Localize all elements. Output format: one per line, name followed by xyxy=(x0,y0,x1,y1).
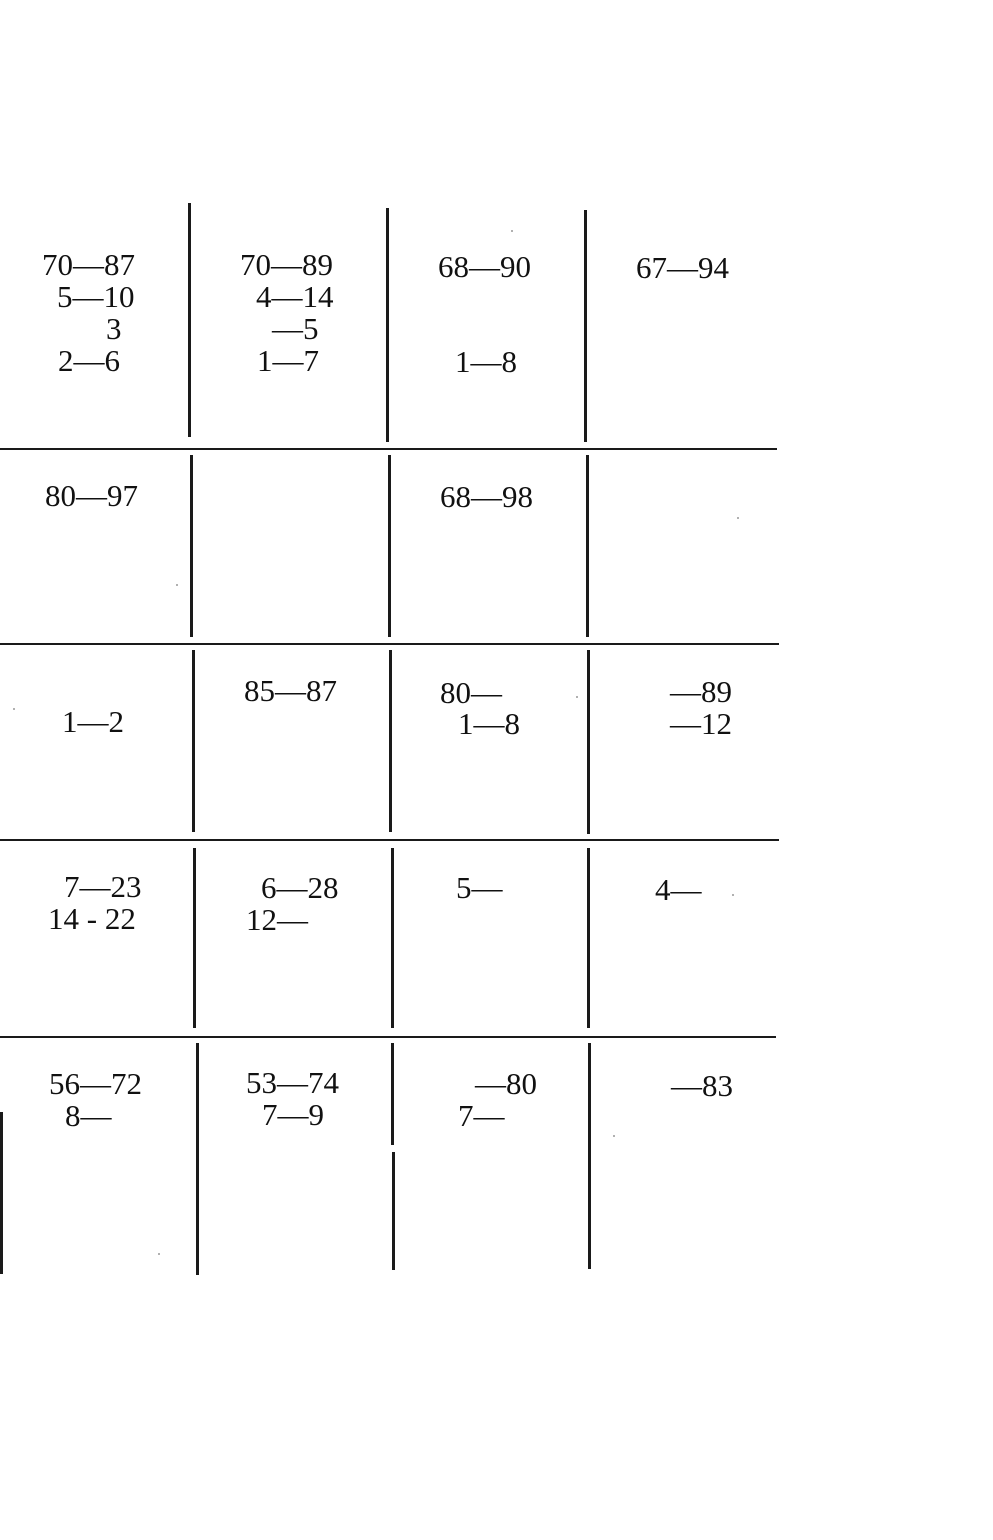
cell-value: 56—72 xyxy=(49,1066,142,1101)
cell-value: —5 xyxy=(272,311,319,346)
column-divider xyxy=(391,1043,394,1145)
column-divider xyxy=(584,210,587,442)
cell-value: —80 xyxy=(475,1066,537,1101)
cell-value: 80—97 xyxy=(45,478,138,513)
cell-value: 1—7 xyxy=(257,343,319,378)
scan-speck xyxy=(732,894,734,896)
cell-value: 14 - 22 xyxy=(48,901,136,936)
column-divider xyxy=(587,650,590,834)
left-edge-line xyxy=(0,1112,3,1274)
scan-speck xyxy=(737,517,739,519)
cell-value: 1—8 xyxy=(455,344,517,379)
cell-value: 67—94 xyxy=(636,250,729,285)
column-divider xyxy=(588,1043,591,1269)
cell-value: 4—14 xyxy=(256,279,334,314)
cell-value: 85—87 xyxy=(244,673,337,708)
cell-value: 8— xyxy=(65,1098,112,1133)
scan-speck xyxy=(613,1135,615,1137)
cell-value: 6—28 xyxy=(261,870,339,905)
cell-value: 12— xyxy=(246,902,308,937)
scan-speck xyxy=(576,696,578,698)
column-divider xyxy=(389,650,392,832)
scan-speck xyxy=(13,708,15,710)
cell-value: 5—10 xyxy=(57,279,135,314)
cell-value: 2—6 xyxy=(58,343,120,378)
column-divider xyxy=(391,848,394,1028)
cell-value: 68—98 xyxy=(440,479,533,514)
column-divider xyxy=(392,1152,395,1270)
scan-speck xyxy=(511,230,513,232)
cell-value: 68—90 xyxy=(438,249,531,284)
scan-speck xyxy=(158,1253,160,1255)
column-divider xyxy=(193,848,196,1028)
column-divider xyxy=(188,203,191,437)
scan-speck xyxy=(176,584,178,586)
cell-value: 7— xyxy=(458,1098,505,1133)
row-divider xyxy=(0,448,777,450)
cell-value: 1—2 xyxy=(62,704,124,739)
row-divider xyxy=(0,643,779,645)
cell-value: 4— xyxy=(655,872,702,907)
cell-value: —83 xyxy=(671,1068,733,1103)
cell-value: 70—89 xyxy=(240,247,333,282)
row-divider xyxy=(0,1036,776,1038)
column-divider xyxy=(587,848,590,1028)
cell-value: 3 xyxy=(106,311,122,346)
cell-value: 70—87 xyxy=(42,247,135,282)
column-divider xyxy=(586,455,589,637)
column-divider xyxy=(192,650,195,832)
cell-value: 5— xyxy=(456,870,503,905)
column-divider xyxy=(190,455,193,637)
column-divider xyxy=(386,208,389,442)
cell-value: —89 xyxy=(670,674,732,709)
row-divider xyxy=(0,839,779,841)
cell-value: 7—9 xyxy=(262,1097,324,1132)
cell-value: —12 xyxy=(670,706,732,741)
cell-value: 80— xyxy=(440,675,502,710)
column-divider xyxy=(388,455,391,637)
cell-value: 1—8 xyxy=(458,706,520,741)
column-divider xyxy=(196,1043,199,1275)
cell-value: 7—23 xyxy=(64,869,142,904)
cell-value: 53—74 xyxy=(246,1065,339,1100)
